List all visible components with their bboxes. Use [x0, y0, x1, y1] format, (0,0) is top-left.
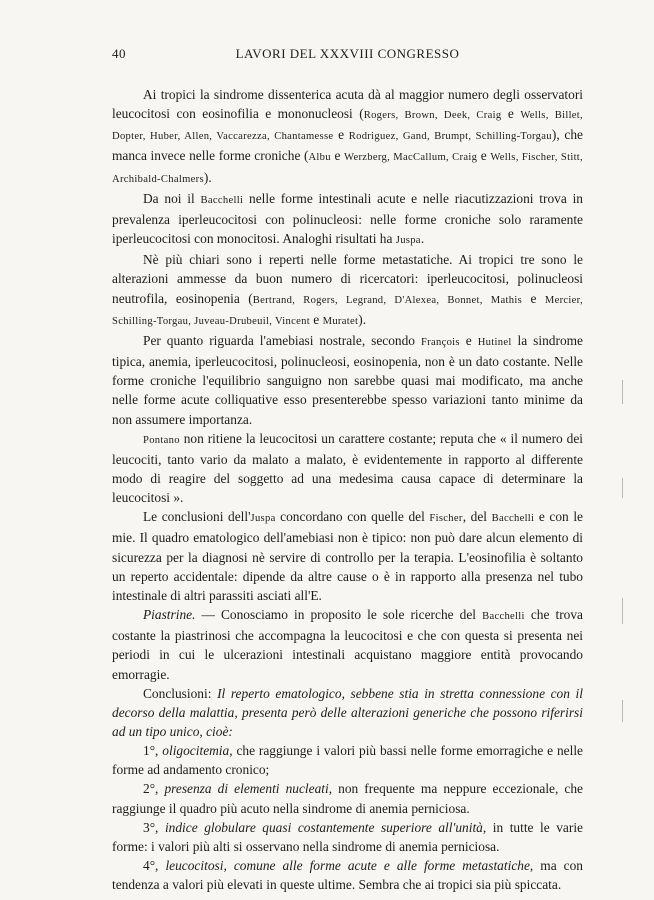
- author-names: Pontano: [143, 434, 180, 446]
- scan-margin-line: [622, 478, 623, 498]
- author-names: Hutinel: [477, 336, 512, 348]
- paragraph-platelets: Piastrine. — Conosciamo in proposito le sole ricerche del Bacchelli che trova costante la piastrinosi che accompagna la leucocitosi e che con questa si presenta nei periodi in cui le ulcerazioni intestinali acquistano maggiore entità provocando emorragie.: [112, 607, 584, 682]
- list-item-3: 3°, indice globulare quasi costantemente superiore all'unità, in tutte le varie forme: i valori più alti si osservano nella sindrome di anemia perniciosa.: [112, 819, 583, 854]
- author-names: Mercier, Schilling-Torgau, Juveau-Drubeuil, Vincent: [112, 294, 584, 327]
- paragraph-nostral-amebiasis: Per quanto riguarda l'amebiasi nostrale, secondo François e Hutinel la sindrome tipica, anemia, iperleucocitosi, polinucleosi, eosinopenia, non è un dato costante. Nelle forme croniche l'equilibrio sanguigno non sarebbe quasi mai modificato, ma anche nelle forme acute colliquative esso presenterebbe spesso variazioni tanto minime da non assumere importanza.: [112, 332, 583, 427]
- paragraph-conclusions: Conclusioni: Il reperto ematologico, sebbene stia in stretta connessione con il decorso della malattia, presenta però delle alterazioni generiche che possono riferirsi ad un tipo unico, cioè:: [112, 685, 583, 739]
- italic-term: leucocitosi, comune alle forme acute e alle forme metastatiche: [165, 858, 530, 874]
- author-names: Wells, Fischer, Stitt, Archibald-Chalmers: [112, 152, 584, 185]
- paragraph-metastatic-forms: Nè più chiari sono i reperti nelle forme metastatiche. Ai tropici tre sono le alterazioni ammesse da buon numero di ricercatori: iperleucocitosi, polinucleosi neutrofila, eosinopenia (Bertrand, Rogers, Legrand, D'Alexea, Bonnet, Mathis e Mercier, Schilling-Torgau, Juveau-Drubeuil, Vincent e Muratet).: [112, 252, 584, 327]
- paragraph-tropical-dysentery: Ai tropici la sindrome dissenterica acuta dà al maggior numero degli osservatori leucocitosi con eosinofilia e mononucleosi (Rogers, Brown, Deek, Craig e Wells, Billet, Dopter, Huber, Allen, Vaccarezza, Chantamesse e Rodriguez, Gand, Brumpt, Schilling-Torgau), che manca invece nelle forme croniche (Albu e Werzberg, MacCallum, Craig e Wells, Fischer, Stitt, Archibald-Chalmers).: [112, 87, 584, 185]
- body-text: [112, 85, 583, 894]
- list-item-2: 2°, presenza di elementi nucleati, non frequente ma neppure eccezionale, che raggiunge il quadro più acuto nella sindrome di anemia perniciosa.: [112, 781, 583, 816]
- scan-margin-line: [622, 700, 623, 722]
- author-names: Bacchelli: [491, 513, 535, 525]
- page-header: [112, 46, 583, 64]
- list-item-1: 1°, oligocitemia, che raggiunge i valori più bassi nelle forme emorragiche e nelle forme ad andamento cronico;: [112, 743, 583, 778]
- author-names: Juspa: [250, 513, 276, 525]
- list-item-4: 4°, leucocitosi, comune alle forme acute e alle forme metastatiche, ma con tendenza a valori più elevati in queste ultime. Sembra che ai tropici sia più spiccata.: [112, 858, 583, 893]
- author-names: Bertrand, Rogers, Legrand, D'Alexea, Bonnet, Mathis: [252, 294, 522, 306]
- author-names: Bacchelli: [482, 611, 525, 623]
- author-names: Wells, Billet, Dopter, Huber, Allen, Vaccarezza, Chantamesse: [112, 110, 584, 143]
- author-names: Fischer: [429, 513, 463, 525]
- italic-term: oligocitemia: [162, 743, 230, 759]
- author-names: Werzberg, MacCallum, Craig: [344, 152, 478, 164]
- author-names: Albu: [308, 152, 331, 164]
- author-names: Bacchelli: [200, 194, 244, 206]
- scan-margin-line: [622, 598, 623, 624]
- italic-statement: Il reperto ematologico, sebbene stia in stretta connessione con il decorso della malattia, presenta però delle alterazioni generiche che possono riferirsi ad un tipo unico, cioè:: [112, 685, 583, 739]
- author-names: Juspa: [395, 235, 421, 247]
- author-names: Muratet: [322, 315, 359, 327]
- scan-margin-line: [622, 380, 623, 404]
- italic-term: presenza di elementi nucleati: [164, 781, 329, 797]
- paragraph-conclusions-juspa: Le conclusioni dell'Juspa concordano con quelle del Fischer, del Bacchelli e con le mie. Il quadro ematologico dell'amebiasi non è tipico: non può dare alcun elemento di sicurezza per la diagnosi nè servire di controllo per la terapia. L'eosinofilia è soltanto un reperto accidentale: dipende da altre cause o è in rapporto alla presenza nel tubo intestinale di altri parassiti asciati all'E.: [112, 509, 584, 603]
- author-names: François: [420, 336, 460, 348]
- page-number: 40: [112, 46, 126, 61]
- italic-term: indice globulare quasi costantemente superiore all'unità: [164, 819, 483, 835]
- author-names: Rogers, Brown, Deek, Craig: [363, 110, 502, 122]
- author-names: Rodriguez, Gand, Brumpt, Schilling-Torgau: [348, 131, 552, 143]
- section-heading: Piastrine.: [143, 607, 196, 623]
- paragraph-bacchelli: Da noi il Bacchelli nelle forme intestinali acute e nelle riacutizzazioni trova in prevalenza iperleucocitosi con polinucleosi: nelle forme croniche solo raramente iperleucocitosi con monocitosi. Analoghi risultati ha Juspa.: [112, 190, 583, 247]
- paragraph-pontano: Pontano non ritiene la leucocitosi un carattere costante; reputa che « il numero dei leucociti, tanto vario da malato a malato, è evidentemente in rapporto al differente modo di reagire del soggetto ad una medesima causa capace di determinare la leucocitosi ».: [112, 430, 583, 506]
- running-title: LAVORI DEL XXXVIII CONGRESSO: [235, 46, 460, 61]
